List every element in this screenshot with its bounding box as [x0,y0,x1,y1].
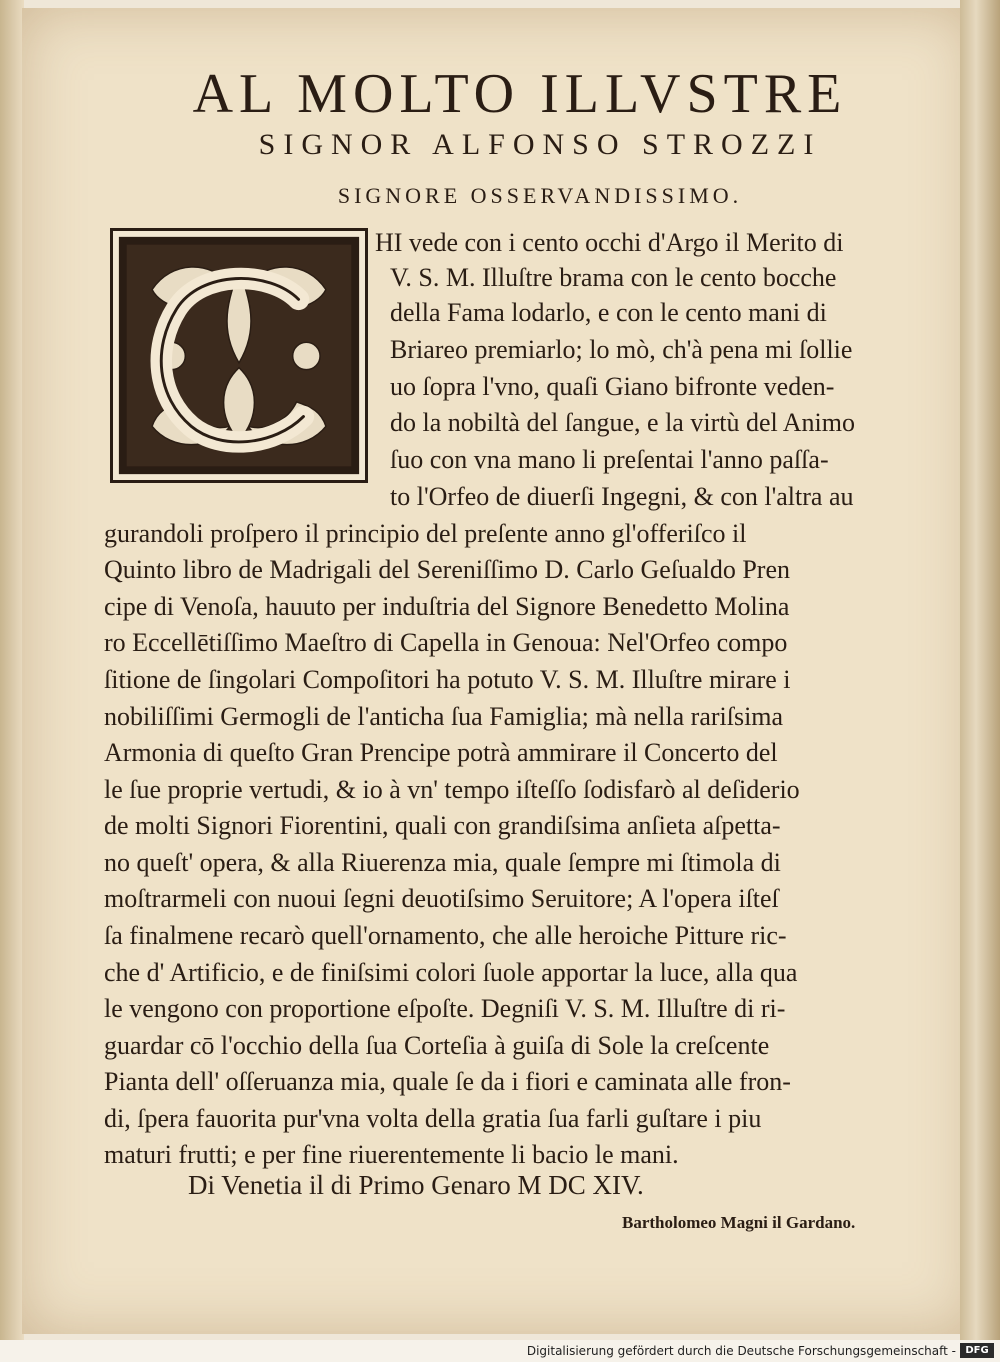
date-line: Di Venetia il di Primo Genaro M DC XIV. [188,1170,644,1200]
body-line-6: do la nobiltà del ſangue, e la virtù del Animo [390,408,856,437]
body-line-5: uo ſopra l'vno, quaſi Giano bifronte veden- [390,372,835,401]
body-line-19: moſtrarmeli con nuoui ſegni deuotiſsimo Seruitore; A l'opera iſteſ [104,884,779,913]
body-line-26: maturi frutti; e per fine riuerentemente li bacio le mani. [104,1140,679,1169]
page-left-edge [0,0,24,1340]
body-line-8: to l'Orfeo de diuerſi Ingegni, & con l'altra au [390,482,854,511]
dfg-logo-icon[interactable]: DFG [960,1343,994,1358]
dedication-subtitle-2: SIGNORE OSSERVANDISSIMO. [337,183,743,208]
body-line-21: che d' Artificio, e de finiſsimi colori ſuole apportar la luce, alla qua [104,958,798,987]
body-line-20: ſa finalmene recarò quell'ornamento, che alle heroiche Pitture ric- [104,921,787,950]
body-line-22: le vengono con proportione eſpoſte. Degniſi V. S. M. Illuſtre di ri- [104,994,786,1023]
body-line-11: cipe di Venoſa, hauuto per induſtria del Signore Benedetto Molina [104,592,790,621]
body-line-16: le ſue proprie vertudi, & io à vn' tempo iſteſſo ſodisfarò al deſiderio [104,775,800,804]
dedication-title: AL MOLTO ILLVSTRE [192,63,848,125]
body-line-2: V. S. M. Illuſtre brama con le cento bocche [390,263,837,292]
dedication-subtitle: SIGNOR ALFONSO STROZZI [258,128,822,161]
signature: Bartholomeo Magni il Gardano. [622,1213,856,1232]
body-line-10: Quinto libro de Madrigali del Sereniſſimo D. Carlo Geſualdo Pren [104,555,790,584]
footer-bar [0,1340,1000,1362]
body-line-24: Pianta dell' oſſeruanza mia, quale ſe da i fiori e caminata alle fron- [104,1067,791,1096]
body-line-14: nobiliſſimi Germogli de l'anticha ſua Famiglia; mà nella rariſsima [104,702,784,731]
body-line-15: Armonia di queſto Gran Prencipe potrà ammirare il Concerto del [104,738,778,767]
body-line-1: HI vede con i cento occhi d'Argo il Merito di [375,228,844,257]
body-line-4: Briareo premiarlo; lo mò, ch'à pena mi ſollie [390,335,853,364]
book-spine [960,0,1000,1340]
body-line-3: della Fama lodarlo, e con le cento mani di [390,298,827,327]
body-line-12: ro Eccellētiſſimo Maeſtro di Capella in Genoua: Nel'Orfeo compo [104,628,788,657]
body-line-18: no queſt' opera, & alla Riuerenza mia, quale ſempre mi ſtimola di [104,848,781,877]
body-line-17: de molti Signori Fiorentini, quali con grandiſsima anſieta aſpetta- [104,811,781,840]
footer-credit: Digitalisierung gefördert durch die Deutsche Forschungsgemeinschaft - [526,1344,956,1358]
body-line-13: ſitione de ſingolari Compoſitori ha potuto V. S. M. Illuſtre mirare i [104,665,791,694]
body-line-25: di, ſpera fauorita pur'vna volta della gratia ſua farli guſtare i piu [104,1104,762,1133]
ornamental-initial-icon [113,231,365,480]
body-line-7: ſuo con vna mano li preſentai l'anno paſſa- [390,445,829,474]
body-line-9: gurandoli proſpero il principio del preſente anno gl'offeriſco il [104,519,747,548]
decorated-initial-c [110,228,368,483]
body-line-23: guardar cō l'occhio della ſua Corteſia à guiſa di Sole la creſcente [104,1031,770,1060]
